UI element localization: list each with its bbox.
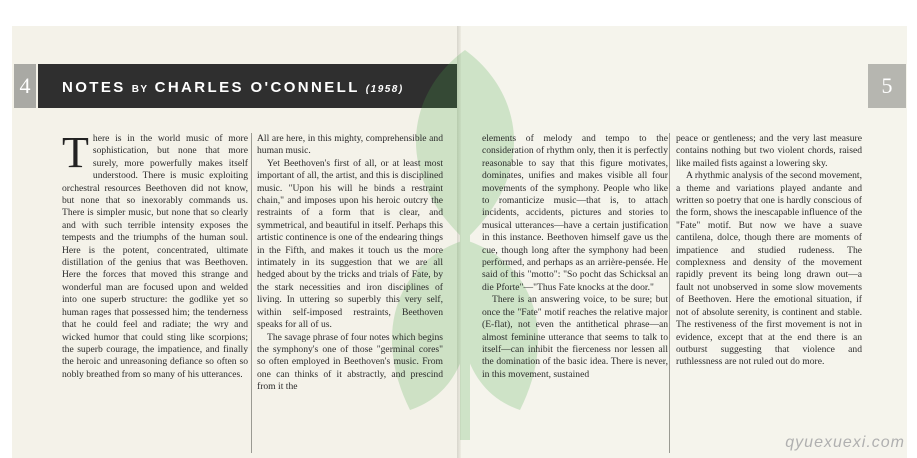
paragraph: A rhythmic analysis of the second movement, a theme and variations played andante and written so poetry that one is hardly conscious of the form, shows the inescapable influence of the "Fate" motif. But now we have a suave cantilena, dolce, though there are moments of impatience and studied rudeness. The complexness and density of the movement rapidly prevent its being long drawn out—a fault not unobserved in some slow movements of Beethoven. Here the emotional situation, if not of absolute serenity, is continent and stable. The restiveness of the first movement is not in evidence, except that at the end there is an outburst suggesting that violence and ruthlessness are not ruled out do more. [676,170,862,368]
text-column-1 [62,133,248,453]
paragraph [62,133,248,381]
paragraph: peace or gentleness; and the very last measure contains nothing but two violent chords, raised like mailed fists against a lowering sky. [676,133,862,169]
drop-cap: T [62,133,89,177]
text-column-3 [482,133,668,453]
paragraph: The savage phrase of four notes which begins the symphony's one of those "germinal cores" so often employed in Beethoven's music. From one can thinks of it abstractly, and prescind from it the [257,331,443,393]
page-number-left: 4 [14,64,36,108]
page-number-right: 5 [868,64,906,108]
watermark-text: qyuexuexi.com [785,434,905,451]
text-column-4 [676,133,862,453]
title-year: (1958) [365,84,404,95]
paragraph: All are here, in this mighty, comprehensible and human music. [257,133,443,157]
paragraph: Yet Beethoven's first of all, or at least most important of all, the artist, and this is disciplined music. "Upon his will he binds a restraint chain," and imposes upon his heroic outcry the restraints of a form that is clear, and symmetrical, and beautiful in itself. Perhaps this artistic continence is one of the endearing things in the Fifth, and makes it touch us the more intimately in its suggestion that we are all hedged about by the tricks and trials of Fate, by the stark necessities and iron disciplines of living. In uttering so superbly this very self, within self-imposed restraints, Beethoven speaks for all of us. [257,157,443,331]
paragraph: There is an answering voice, to be sure; but once the "Fate" motif reaches the relative major (E-flat), not even the antithetical phrase—an almost feminine utterance that seems to talk to itself—can inhibit the fierceness nor lessen all the domination of the basic idea. There is never, in this movement, sustained [482,294,668,380]
paragraph: elements of melody and tempo to the consideration of rhythm only, then it is perfectly reasonable to say that this figure motivates, dominates, unifies and makes visible all four movements of the symphony. People who like to romanticize music—that is, to attach incidents, accidents, pictures and stories to musical utterances—have a certain justification in this instance. Beethoven himself gave us the cue, though long after the symphony had been performed, and perhaps as an arrière-pensée. He said of this "motto": "So pocht das Schicksal an die Pforte"—"Thus Fate knocks at the door." [482,133,668,293]
title-author: CHARLES O'CONNELL [154,79,360,96]
title-by: BY [131,84,149,95]
title-main: NOTES [62,79,126,96]
paragraph-text: here is in the world music of more sophistication, but none that more surely, more powerfully makes itself understood. There is music exploiting orchestral resources Beethoven did not know, but none that so inexorably commands us. There is simpler music, but none that so clearly and with such terrible intensity exposes the tempests and the triumphs of the human soul. Here is the potent, concentrated, ultimate distillation of the genius that was Beethoven. Here the forces that moved this strange and wonderful man are focused upon and welded into one superb structure: the godlike yet so human rages that possessed him; the tenderness that he could feel and radiate; the wry and wicked humor that could sting like scorpions; the superb courage, the impatience, and finally the heroic and unreasoning defiance so often so nobly breathed from so many of his utterances. [62,133,248,380]
page-title [62,79,404,99]
header-bar-right [461,64,867,108]
column-divider [669,133,670,453]
text-column-2 [257,133,443,453]
column-divider [251,133,252,453]
